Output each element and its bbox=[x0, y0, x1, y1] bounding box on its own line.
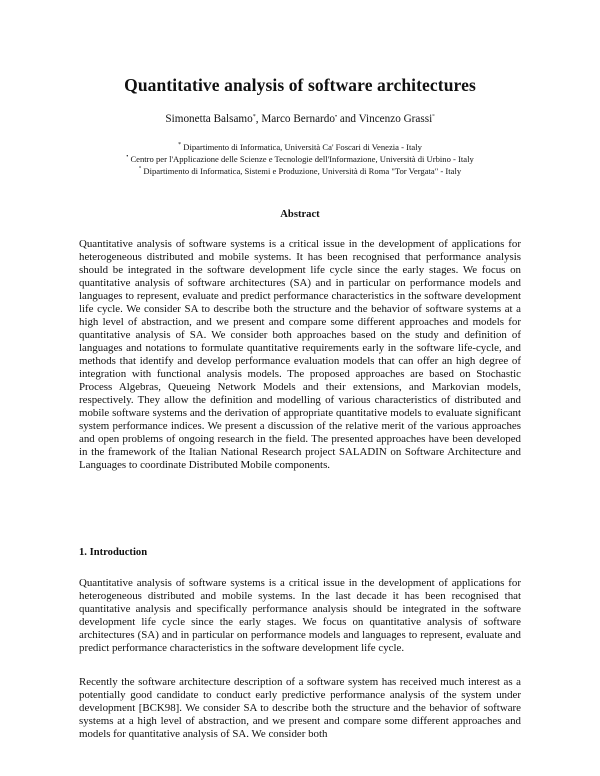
affiliation-mark: • bbox=[126, 154, 129, 160]
affiliation-3 bbox=[0, 166, 600, 176]
author-balsamo: Simonetta Balsamo bbox=[165, 113, 253, 125]
intro-paragraph-1: Quantitative analysis of software systems is a critical issue in the development of applications for heterogeneous distributed and mobile systems. In the last decade it has been recognised that quantitative analysis and specifically performance analysis should be integrated in the software development life cycle since the early stages. We focus on quantitative analysis of software architectures (SA) and in particular on performance models and languages to represent, evaluate and predict performance characteristics in the software development life cycle. bbox=[79, 577, 521, 654]
author-bernardo: Marco Bernardo bbox=[261, 113, 335, 125]
author-grassi: Vincenzo Grassi bbox=[358, 113, 433, 125]
author-mark-3: ° bbox=[432, 114, 435, 120]
abstract-body: Quantitative analysis of software systems is a critical issue in the development of applications for heterogeneous distributed and mobile systems. It has been recognised that performance analysis should be integrated in the software development life cycle since the early stages. We focus on quantitative analysis of software architectures (SA) and in particular on performance models and languages to represent, evaluate and predict performance characteristics in the software development life cycle. We consider SA to describe both the structure and the behavior of software systems at a high level of abstraction, and we present and compare some different approaches and models for quantitative analysis of SA. We consider both approaches based on the study and definition of languages and notations to formulate quantitative requirements early in the software life-cycle, and methods that identify and develop performance evaluation models that can offer an high degree of integration with functional analysis models. The proposed approaches are based on Stochastic Process Algebras, Queueing Network Models and their extensions, and Markovian models, respectively. They allow the definition and modelling of various characteristics of distributed and mobile software systems and the derivation of appropriate quantitative models to evaluate significant system performance indices. We present a discussion of the relative merit of the various approaches and open problems of ongoing research in the field. The presented approaches have been developed in the framework of the Italian National Research project SALADIN on Software Architecture and Languages to coordinate Distributed Mobile components. bbox=[79, 238, 521, 471]
author-line bbox=[0, 113, 600, 125]
affiliation-2 bbox=[0, 154, 600, 164]
author-separator-2: and bbox=[337, 113, 359, 125]
affiliation-text: Centro per l'Applicazione delle Scienze e Tecnologie dell'Informazione, Università di Urbino - Italy bbox=[130, 154, 474, 164]
affiliation-1 bbox=[0, 142, 600, 152]
affiliation-mark: ° bbox=[138, 166, 142, 172]
intro-paragraph-2: Recently the software architecture description of a software system has received much interest as a potentially good candidate to conduct early predictive performance analysis of the system under development [BCK98]. We consider SA to describe both the structure and the behavior of software systems at a high level of abstraction, and we present and compare some different approaches and models for quantitative analysis of SA. We consider both bbox=[79, 676, 521, 740]
affiliation-text: Dipartimento di Informatica, Università Ca' Foscari di Venezia - Italy bbox=[183, 142, 422, 152]
abstract-heading: Abstract bbox=[280, 209, 320, 220]
section-heading-introduction: 1. Introduction bbox=[79, 547, 148, 558]
author-mark-2: • bbox=[334, 114, 338, 120]
author-separator-1: , bbox=[255, 113, 262, 125]
paper-title: Quantitative analysis of software architectures bbox=[124, 75, 476, 95]
author-mark-1: * bbox=[252, 114, 256, 120]
affiliation-mark: * bbox=[178, 142, 182, 148]
affiliation-text: Dipartimento di Informatica, Sistemi e Produzione, Università di Roma "Tor Vergata" - Italy bbox=[143, 166, 462, 176]
